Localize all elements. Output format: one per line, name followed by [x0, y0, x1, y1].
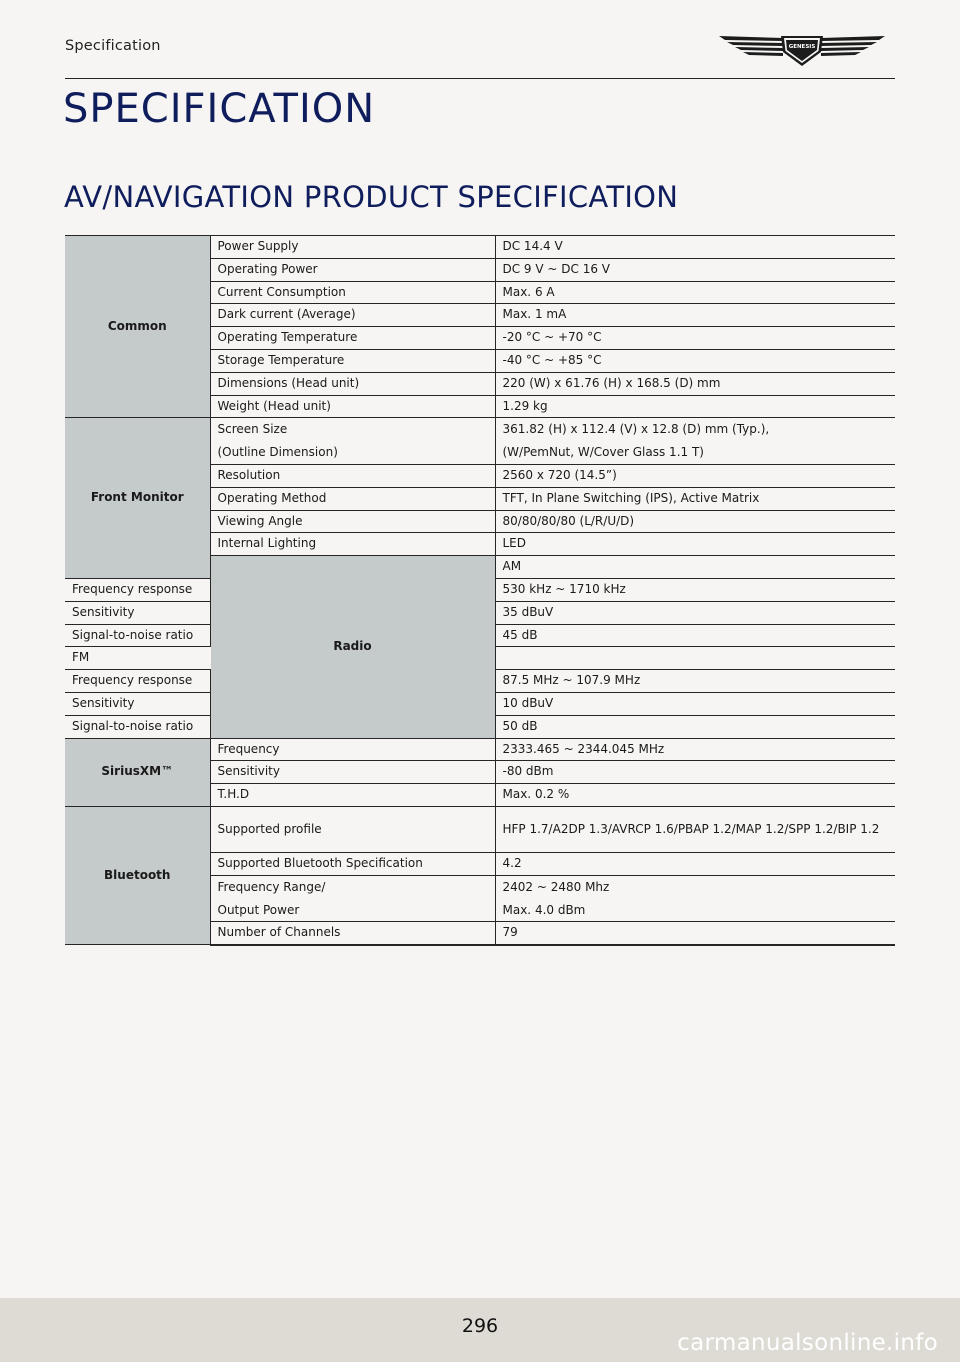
value-cell: 2333.465 ~ 2344.045 MHz [495, 738, 895, 761]
param-line: Output Power [217, 902, 300, 917]
value-cell [495, 418, 895, 465]
param-cell: Signal-to-noise ratio [65, 715, 210, 738]
value-cell: 530 kHz ~ 1710 kHz [495, 578, 895, 601]
page-header [65, 28, 895, 79]
value-cell: 80/80/80/80 (L/R/U/D) [495, 510, 895, 533]
page-footer [0, 1298, 960, 1362]
param-cell: Supported profile [210, 806, 495, 852]
param-cell: T.H.D [210, 784, 495, 807]
value-cell: Max. 6 A [495, 281, 895, 304]
param-cell: Operating Power [210, 258, 495, 281]
param-cell: Sensitivity [65, 692, 210, 715]
category-bluetooth: Bluetooth [65, 806, 210, 944]
param-cell: Resolution [210, 464, 495, 487]
value-cell: 35 dBuV [495, 601, 895, 624]
param-cell [210, 875, 495, 922]
category-common: Common [65, 236, 210, 418]
page-number: 296 [461, 1315, 499, 1337]
value-cell: 45 dB [495, 624, 895, 647]
category-siriusxm: SiriusXM™ [65, 738, 210, 806]
value-cell: -40 °C ~ +85 °C [495, 349, 895, 372]
param-cell: Internal Lighting [210, 533, 495, 556]
param-cell [210, 418, 495, 465]
param-cell: Dimensions (Head unit) [210, 372, 495, 395]
svg-text:GENESIS: GENESIS [788, 44, 816, 50]
param-cell: Sensitivity [65, 601, 210, 624]
param-cell: Viewing Angle [210, 510, 495, 533]
param-cell: Sensitivity [210, 761, 495, 784]
param-cell: Frequency [210, 738, 495, 761]
value-cell: TFT, In Plane Switching (IPS), Active Matrix [495, 487, 895, 510]
value-cell: Max. 0.2 % [495, 784, 895, 807]
section-title: AV/NAVIGATION PRODUCT SPECIFICATION [64, 180, 679, 214]
value-cell: Max. 1 mA [495, 304, 895, 327]
subheader-am: AM [495, 556, 895, 579]
value-cell: 2560 x 720 (14.5”) [495, 464, 895, 487]
param-cell: Operating Temperature [210, 327, 495, 350]
param-cell: Dark current (Average) [210, 304, 495, 327]
param-cell: Weight (Head unit) [210, 395, 495, 418]
param-cell: Current Consumption [210, 281, 495, 304]
param-line: Frequency Range/ [217, 879, 326, 894]
value-cell: HFP 1.7/A2DP 1.3/AVRCP 1.6/PBAP 1.2/MAP 1.2/SPP 1.2/BIP 1.2 [495, 806, 895, 852]
value-line: Max. 4.0 dBm [502, 902, 586, 917]
value-cell: -20 °C ~ +70 °C [495, 327, 895, 350]
specification-table [65, 235, 895, 946]
value-cell: 220 (W) x 61.76 (H) x 168.5 (D) mm [495, 372, 895, 395]
param-cell: Power Supply [210, 236, 495, 259]
table-row [65, 418, 895, 465]
table-row [65, 647, 895, 670]
value-cell: DC 9 V ~ DC 16 V [495, 258, 895, 281]
param-cell: Signal-to-noise ratio [65, 624, 210, 647]
value-cell: 10 dBuV [495, 692, 895, 715]
header-title: Specification [65, 38, 161, 54]
table-row [65, 236, 895, 259]
value-cell: 1.29 kg [495, 395, 895, 418]
value-cell: LED [495, 533, 895, 556]
value-line: (W/PemNut, W/Cover Glass 1.1 T) [502, 445, 704, 460]
table-row [65, 806, 895, 852]
param-line: (Outline Dimension) [217, 445, 338, 460]
category-front-monitor: Front Monitor [65, 418, 210, 579]
param-cell: Frequency response [65, 578, 210, 601]
param-cell: Number of Channels [210, 922, 495, 945]
value-cell: 79 [495, 922, 895, 945]
value-line: 361.82 (H) x 112.4 (V) x 12.8 (D) mm (Typ.), [502, 422, 770, 437]
value-cell [495, 875, 895, 922]
value-cell: DC 14.4 V [495, 236, 895, 259]
param-cell: Frequency response [65, 670, 210, 693]
param-cell: Storage Temperature [210, 349, 495, 372]
page-title: SPECIFICATION [63, 86, 376, 132]
value-cell: 87.5 MHz ~ 107.9 MHz [495, 670, 895, 693]
value-cell: -80 dBm [495, 761, 895, 784]
param-line: Screen Size [217, 422, 288, 437]
value-cell: 50 dB [495, 715, 895, 738]
table-row [65, 738, 895, 761]
value-cell: 4.2 [495, 852, 895, 875]
param-cell: Supported Bluetooth Specification [210, 852, 495, 875]
category-radio: Radio [210, 556, 495, 738]
genesis-logo [717, 32, 887, 68]
subheader-fm: FM [65, 647, 495, 670]
watermark: carmanualsonline.info [677, 1330, 938, 1356]
value-line: 2402 ~ 2480 Mhz [502, 879, 610, 894]
param-cell: Operating Method [210, 487, 495, 510]
